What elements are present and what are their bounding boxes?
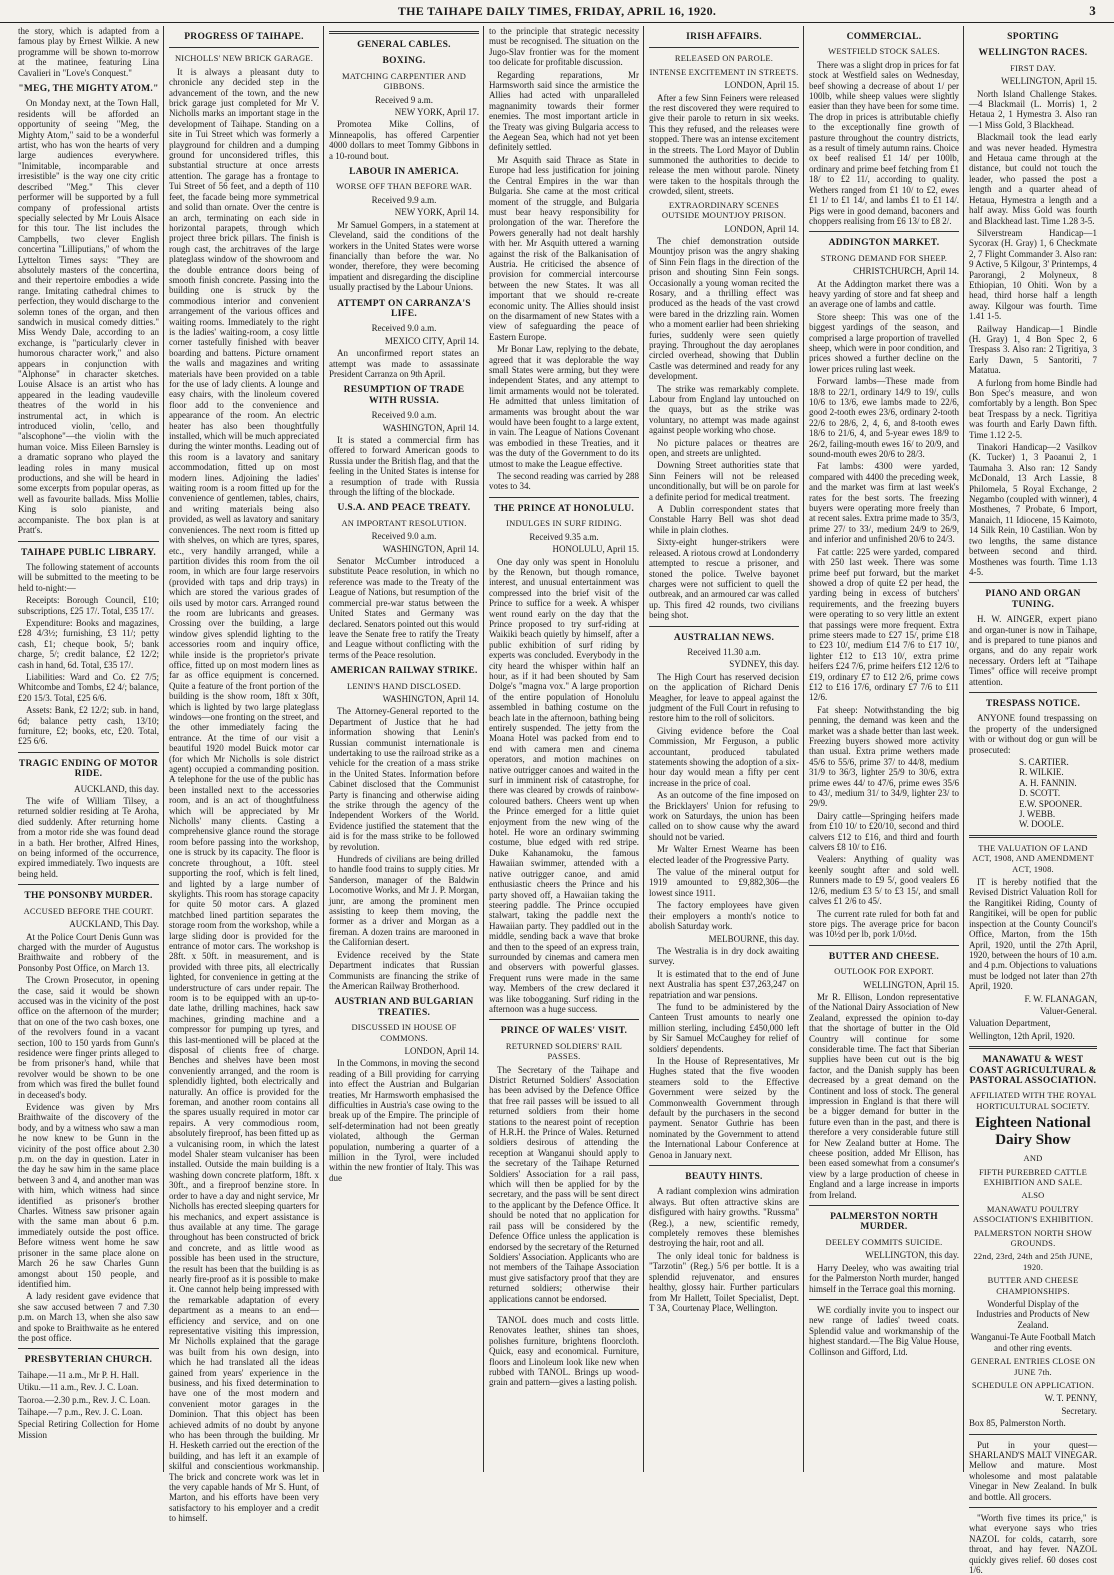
article-text: Fat sheep: Notwithstanding the big penning, the demand was keen and the market was a shade better than last week. Freezing buyers showed more activity than usual. Extra prime wethers made 45/6 to 55/6, prime 37/ to 44/8, medium 31/9 to 36/3, lighter 25/9 to 30/6, extra prime ewes 44/ to 47/6, prime ewes 35/6 to 43/, medium 31/ to 34/9, lighter 23/ to 29/9. bbox=[809, 704, 959, 809]
advertisement-text: Put in your quest—SHARLAND'S MALT VINEGAR. Mellow and mature. Most wholesome and most palatable Vinegar in New Zealand. In bulk and bottle. All grocers. bbox=[969, 1439, 1097, 1502]
divider bbox=[969, 582, 1097, 583]
headline: PIANO AND ORGAN TUNING. bbox=[985, 589, 1081, 610]
article-text: In the House of Representatives, Mr Hughes stated that the five wooden steamers sold to the Effective Government were seized by the Commonwealth Government through default by the purchasers in the second payment. Senator Guthrie has been nominated by the Government to attend the International Labour Conference at Genoa in January next. bbox=[649, 1055, 799, 1160]
signature-title: Valuer-General. bbox=[1039, 1005, 1097, 1016]
article-text: Forward lambs—These made from 18/8 to 22/1, ordinary 14/9 to 19/, culls 10/6 to 13/6, ewe lambs made to 22/6, good 2-tooth ewes 23/6, ordinary 2-tooth 22/6 to 28/6, 2, 4, 6, and 8-tooth ewes 18/6 to 21/6, 4, and 5-year ewes 18/9 to 26/2, failing-mouth ewes 16/ to 20/9, and sound-mouth ewes 20/6 to 28/3. bbox=[809, 376, 959, 460]
headline: TRESPASS NOTICE. bbox=[985, 698, 1081, 709]
subheadline: SCHEDULE ON APPLICATION. bbox=[971, 1379, 1095, 1390]
article-text: Mr Bonar Law, replying to the debate, agreed that it was deplorable the way small States were arming, but they were independent States, and any attempt to limit armaments would not be tolerated. He admitted that unless limitation of armaments was brought about the war would have been fought to a large extent, in vain. The League of Nations Covenant was embodied in these Treaties, and it was the duty of the Government to do its utmost to make the League effective. bbox=[489, 344, 639, 469]
article-text: Blackmail took the lead early and was never headed. Hymestra and Hetaua came through at the distance, but could not touch the leader, who passed the post a length and a quarter ahead of Hetaua, Hymestra a length and a half away. Miss Gold was fourth and Blackhead last. Time 1.28 3-5. bbox=[969, 132, 1097, 226]
headline: LABOUR IN AMERICA. bbox=[349, 167, 459, 178]
divider bbox=[809, 231, 959, 232]
divider bbox=[489, 497, 639, 498]
subheadline: WORSE OFF THAN BEFORE WAR. bbox=[336, 181, 472, 192]
divider bbox=[489, 1019, 639, 1020]
article-text: Assets: Bank, £2 12/2; sub. in hand, 6d; balance petty cash, 13/10; furniture, £2; books, etc, £20. Total, £25 6/6. bbox=[18, 705, 159, 747]
divider bbox=[649, 47, 799, 48]
article-text: Mr Samuel Gompers, in a statement at Cleveland, said the conditions of the workers in the United States were worse financially than before the war. No wonder, therefore, they were becoming impatient and disregarding the discipline usually practised by the Labour Unions. bbox=[329, 219, 479, 293]
article-text: Harry Deeley, who was awaiting trial for the Palmerston North murder, hanged himself in the Terrace goal this morning. bbox=[809, 1262, 959, 1294]
subheadline: BUTTER AND CHEESE CHAMPIONSHIPS. bbox=[987, 1275, 1079, 1296]
column-3 bbox=[329, 26, 479, 1472]
article-text: Evidence was given by Mrs Braithwaite of the discovery of the body, and by a witness who saw a man he now knew to be Gunn in the vicinity of the post office about 2.30 p.m. on the day in question. Later in the day he saw him in the same place between 3 and 4, and another man was with him, which witness had since identified as prisoner's brother Charles. Witness saw prisoner again with the same man about 6 p.m. immediately outside the post office. Before witness went home he saw prisoner in the same place alone on March 26 he saw Charles Gunn amongst about 150 people, and identified him. bbox=[18, 1102, 159, 1289]
article-text: Mr Walter Ernest Wearne has been elected leader of the Progressive Party. bbox=[649, 844, 799, 865]
headline: MANAWATU & WEST COAST AGRICULTURAL & PASTORAL ASSOCIATION. bbox=[969, 1055, 1097, 1086]
subheadline: RETURNED SOLDIERS' RAIL PASSES. bbox=[505, 1040, 623, 1062]
signature: F. W. FLANAGAN, bbox=[1024, 993, 1097, 1004]
headline: THE PRINCE AT HONOLULU. bbox=[493, 503, 635, 514]
advertisement-text: WE cordially invite you to inspect our new range of ladies' tweed coats. Splendid value and workmanship of the highest standard.—The Big Value House, Collinson and Gifford, Ltd. bbox=[809, 1304, 959, 1357]
article-text: An unconfirmed report states an attempt was made to assassinate President Carranza on 9th April. bbox=[329, 348, 479, 379]
article-text: After a few Sinn Feiners were released the rest discovered they were required to give their parole to return in six weeks. This they refused, and the releases were stopped. There was an intense excitement in the streets. The Lord Mayor of Dublin summoned the authorities to decide to release the men without parole. Ninety were taken to the hospitals through the crowded, silent, streets. bbox=[649, 92, 799, 197]
article-text: The Westralia is in dry dock awaiting survey. bbox=[649, 945, 799, 967]
headline: PROGRESS OF TAIHAPE. bbox=[184, 32, 304, 42]
column-6 bbox=[809, 26, 959, 1472]
column-4 bbox=[489, 26, 639, 1472]
article-text: Mr R. Ellison, London representative of the National Dairy Association of New Zealand, expressed the opinion to-day that the shortage of butter in the Old Country will continue for some considerable time. The fact that Siberian supplies have been cut out is the big factor, and the Danish supply has been decreased by a great demand on the Continent and loss of stock. The general impression in England is that there will be a bigger demand for butter in the future even than in the past, and there is therefore a very considerable future still for New Zealand butter at Home. The cheese position, added Mr Ellison, has been eased somewhat from a consumer's view by a large production of cheese in England and a large increase in imports from Ireland. bbox=[809, 991, 959, 1200]
subheadline: ACCUSED BEFORE THE COURT. bbox=[23, 905, 154, 916]
headline: AUSTRALIAN NEWS. bbox=[673, 632, 775, 643]
column-rule bbox=[163, 26, 164, 1472]
divider bbox=[809, 1205, 959, 1206]
subheadline: AN IMPORTANT RESOLUTION. bbox=[341, 517, 467, 528]
column-rule bbox=[963, 26, 964, 1472]
article-text: to the principle that strategic necessity must be recognised. The situation on the Jugo-Slav frontier was for the moment too delicate for profitable discussion. bbox=[489, 26, 639, 68]
article-text: A Dublin correspondent states that Constable Harry Bell was shot dead while in plain clothes. bbox=[649, 504, 799, 535]
page-number: 3 bbox=[1089, 3, 1096, 18]
headline: TAIHAPE PUBLIC LIBRARY. bbox=[20, 547, 157, 558]
divider bbox=[969, 1434, 1097, 1435]
dateline: WASHINGTON, April 14. bbox=[382, 693, 479, 704]
subheadline: ALSO bbox=[1021, 1190, 1045, 1201]
service-line: Special Retiring Collection for Home Mission bbox=[18, 1419, 159, 1440]
subheadline: MANAWATU POULTRY ASSOCIATION'S EXHIBITION. bbox=[972, 1203, 1094, 1225]
article-text: Senator McCumber introduced a substitute Peace resolution, in which no reference was made to the Treaty of the League of Nations, but resumption of the commercial pre-war status between the United States and Germany was declared. Senators pointed out this would leave the Senate free to ratify the Treaty and League without conflicting with the terms of the Peace resolution. bbox=[329, 556, 479, 660]
article-text: Mr Asquith said Thrace as State in Europe had less justification for joining the Central Empires in the war than Bulgaria. She came at the most critical moment of the struggle, and Bulgaria must bear heavy responsibility for prolongation of the war. Therefore the Powers generally had not dealt harshly with her. Mr Asquith uttered a warning against the risk of the Balkanisation of Austria. He criticised the absence of provision for commercial intercourse between the new States. It was all important that we should re-create economic unity. The Allies should insist on the disarmament of new States with a view of safeguarding the peace of Eastern Europe. bbox=[489, 154, 639, 342]
article-text: The Attorney-General reported to the Department of Justice that he had information showing that Lenin's Russian communist internationale is undertaking to use the railroad strike as a vehicle for the creation of a mass strike in the United States. Information before Cabinet disclosed that the Communist Party is financing and otherwise aiding the strike through the agency of the Independent Workers of the World. Evidence justified the statement that the aid is for the mass strike to be followed by revolution. bbox=[329, 706, 479, 852]
list-item: J. WEBB. bbox=[1019, 809, 1056, 820]
subheadline: FIFTH PUREBRED CATTLE EXHIBITION AND SALE. bbox=[978, 1166, 1088, 1187]
list-item: E.W. SPOONER. bbox=[1019, 798, 1083, 809]
headline: WELLINGTON RACES. bbox=[978, 48, 1088, 59]
article-text: The second reading was carried by 288 votes to 34. bbox=[489, 471, 639, 492]
headline: BEAUTY HINTS. bbox=[685, 1172, 763, 1183]
list-item: A. H. FANNIN. bbox=[1019, 777, 1077, 788]
divider bbox=[809, 1299, 959, 1300]
divider bbox=[329, 31, 479, 34]
dateline: WASHINGTON, April 14. bbox=[382, 422, 479, 433]
service-line: Taihape.—11 a.m., Mr P. H. Hall. bbox=[18, 1369, 140, 1380]
headline: IRISH AFFAIRS. bbox=[686, 32, 762, 42]
list-item: D. SCOTT. bbox=[1019, 788, 1061, 799]
article-text: A lady resident gave evidence that she saw accused between 7 and 7.30 p.m. on March 13, when she also saw and spoke to Braithwaite as he entered the post office. bbox=[18, 1291, 159, 1343]
advertisement-text: Wonderful Display of the Industries and Products of New Zealand. bbox=[976, 1299, 1090, 1330]
divider bbox=[969, 1507, 1097, 1508]
article-text: No picture palaces or theatres are open, and streets are unlighted. bbox=[649, 437, 799, 459]
headline: AMERICAN RAILWAY STRIKE. bbox=[330, 666, 478, 677]
subheadline: THE VALUATION OF LAND ACT, 1908, AND AMENDMENT ACT, 1908. bbox=[972, 842, 1094, 874]
divider bbox=[489, 1309, 639, 1310]
headline: GENERAL CABLES. bbox=[357, 40, 451, 50]
divider bbox=[649, 626, 799, 627]
article-text: The Secretary of the Taihape and District Returned Soldiers' Association has been advised by the Defence Office that free rail passes will be issued to all returned soldiers from their home stations to the nearest point of reception of H.R.H. the Prince of Wales. Returned soldiers desirous of attending the reception at Wanganui should apply to the secretary of the Taihape Returned Soldiers' Association for a rail pass, which will then be applied for by the secretary, and the pass will be sent direct to the applicant by the Defence Office. It should be noted that no application for rail pass will be considered by the Defence Office unless the application is endorsed by the secretary of the Returned Soldiers' Association. Applicants who are not members of the Taihape Association must give satisfactory proof that they are returned soldiers; otherwise their applications cannot be endorsed. bbox=[489, 1064, 639, 1304]
received-line: Received 9.35 a.m. bbox=[529, 531, 599, 542]
dateline: LONDON, April 15. bbox=[724, 80, 799, 91]
subheadline: DISCUSSED IN HOUSE OF COMMONS. bbox=[351, 1022, 457, 1043]
subheadline: 22nd, 23rd, 24th and 25th JUNE, 1920. bbox=[973, 1251, 1093, 1272]
dateline: MEXICO CITY, April 14. bbox=[384, 335, 479, 346]
subheadline: DEELEY COMMITS SUICIDE. bbox=[825, 1236, 943, 1247]
article-text: The value of the mineral output for 1919 amounted to £9,882,306—the lowest since 1911. bbox=[649, 867, 799, 898]
received-line: Received 9.9 a.m. bbox=[371, 194, 437, 205]
article-text: At the Addington market there was a heavy yarding of store and fat sheep and an average one of lambs and cattle. bbox=[809, 278, 959, 310]
dateline: SYDNEY, this day. bbox=[729, 659, 799, 670]
headline: AUSTRIAN AND BULGARIAN TREATIES. bbox=[334, 997, 474, 1018]
divider bbox=[18, 884, 159, 885]
article-text: The wife of William Tilsey, a returned soldier residing at Te Aroha, died suddenly. After returning home from a motor ride she was found dead in a bath. Her brother, Alfred Hines, on being informed of the occurrence, expired immediately. Two inquests are being held. bbox=[18, 796, 159, 879]
article-text: Downing Street authorities state that Sinn Feiners will not be released unconditionally, but will be on parole for a definite period for medical treatment. bbox=[649, 460, 799, 502]
dateline: LONDON, April 14. bbox=[724, 223, 799, 234]
article-text: Tinakori Handicap—2 Vasilkov (K. Tucker) 1, 3 Paoanui 2, 1 Taumaha 3. Also ran: 12 Sandy McDonald, 13 Arch Lassie, 8 Philomela, 5 Royal Exchange, 2 Negambo (coupled with winner), 4 Mosthenes, 7 Probate, 6 Import, Manaich, 11 Idiocene, 15 Kaimoto, 14 Silk Rein, 10 Castilian. Won by two lengths, the same distance between second and third. Mosthenes was fourth. Time 1.13 4-5. bbox=[969, 442, 1097, 577]
dateline: NEW YORK, April 17. bbox=[394, 107, 479, 118]
dateline: WELLINGTON, this day. bbox=[865, 1250, 959, 1261]
article-text: The High Court has reserved decision on the application of Richard Denis Meagher, for leave to appeal against the judgment of the Full Court in refusing to restore him to the roll of solicitors. bbox=[649, 671, 799, 724]
trespass-names bbox=[1019, 757, 1097, 830]
advertisement-text: "Worth five times its price," is what everyone says who tries NAZOL for colds, catarrh, sore throat, and hay fever. NAZOL quickly gives relief. 60 doses cost 1/6. bbox=[969, 1512, 1097, 1575]
column-5 bbox=[649, 26, 799, 1472]
headline: PRESBYTERIAN CHURCH. bbox=[24, 1355, 153, 1366]
article-text: The chief demonstration outside Mountjoy prison was the angry shaking of Sinn Fein flags in the direction of the prison and shouting Sinn Fein songs. Occasionally a young woman recited the Rosary, and a thrilling effect was produced as the heads of the vast crowd were bared in the drizzling rain. Women who a moment earlier had been shrieking furies, suddenly were seen quietly praying. Throughout the day aeroplanes circled overhead, showing that Dublin Castle was determined and ready for any development. bbox=[649, 235, 799, 382]
article-text: As an outcome of the fine imposed on the Bricklayers' Union for refusing to work on Saturdays, the union has been called on to show cause why the award should not be varied. bbox=[649, 790, 799, 842]
column-2 bbox=[169, 26, 319, 1524]
article-text: On Monday next, at the Town Hall, residents will be afforded an opportunity of seeing "Meg, the Mighty Atom," said to be a wonderful artist, who has won the hearts of very large audiences everywhere. "Inimitable, incomparable and irresistible" is the way one city critic described "Meg." This clever performer will be supported by a full company of professional artists specially selected by Mr Louis Alsace for this tour. The list includes the Campbells, two clever English concertina "Lilliputians," of whom the Lyttelton Times says: "They are absolutely masters of the concertina, and their repertoire embodies a wide range. Imitating cathedral chimes to perfection, they would discharge to the solemn tones of the organ, and then sandwich in musical comedy ditties." Miss Wendy Dale, according to an exchange, is "particularly clever in humorous character work," and also appears in conjunction with "Alphonse" in character sketches. Louise Alsace is an artist who has appeared in the leading vaudeville theatres of the world in his instrumental act, in which is introduced violin, 'cello, and "alscophone"—the violin with the human voice. Miss Eileen Barnsley is a dramatic soprano who played the leading roles in many musical productions, and she will be heard in some excerpts from popular operas, as well as favourite ballads. Miss Mollie King is solo pianiste, and accompaniste. The box plan is at Pratt's. bbox=[18, 98, 159, 536]
dateline: WELLINGTON, April 15. bbox=[863, 979, 959, 990]
article-text: One day only was spent in Honolulu by the Renown, but though romance, interest, and unusual entertainment was compressed into the brief visit of the Prince to suffice for a week. A whisper went round early on the day that the Prince proposed to try surf-riding at Waikiki beach quietly by himself, after a public exhibition of surf riding by experts was concluded. Everybody in the city heard the whisper within half an hour, as if it had been shouted by Sam Dolge's "magna vox." A large proportion of the entire population of Honolulu assembled in bathing costume on the beach late in the afternoon, bathing being entirely suspended. The jetty from the Moana Hotel was packed from end to end with camera men and cinema operators, and motion machines on native outrigger canoes and waited in the surf in imminent risk of catastrophe, for there was cleared by crowds of rainbow-coloured bathers. Cheers went up when the Prince emerged for a little quiet enjoyment from the new wing of the hotel. He wore an ordinary swimming costume, blue edged with red stripe. Duke Kahanamoku, the famous Hawaiian swimmer, attended with a native outrigger canoe, and amid enthusiastic cheers the Prince and his party shoved off, a Hawaiian taking the steering paddle. The Prince occupied stalwart, taking the paddle next the Hawaiian party. They paddled out in the middle, sending back a wave that broke and then to the speed of an express train, surrounded by cinemas and camera men and observers with powerful glasses. Frequent runs were made in the same way. Members of the crew declared it was like tobogganing. Surf riding in the afternoon was a huge success. bbox=[489, 556, 639, 1014]
article-text: Vealers: Anything of quality was keenly sought after and sold well. Runners made to £9 5/, good vealers £6 12/6, medium £3 5/ to £3 15/, and small calves £1 2/6 to 45/. bbox=[809, 854, 959, 907]
article-text: the story, which is adapted from a famous play by Ernest Wilkie. A new programme will be shown to-morrow at the matinee, featuring Lina Cavalieri in "Love's Conquest." bbox=[18, 26, 159, 78]
address-line: Valuation Department, bbox=[969, 1018, 1051, 1029]
column-rule bbox=[483, 26, 484, 1472]
list-item: S. CARTIER. bbox=[1019, 757, 1069, 767]
subheadline: OUTLOOK FOR EXPORT. bbox=[834, 966, 934, 977]
divider bbox=[18, 541, 159, 542]
article-text: Promotea Mike Collins, of Minneapolis, has offered Carpentier 4000 dollars to meet Tommy Gibbons in a 10-round bout. bbox=[329, 119, 479, 161]
article-text: It is always a pleasant duty to chronicle any decided step in the advancement of the town, and the new brick garage just completed for Mr V. Nicholls marks an important stage in the development of Taihape. Standing on a site in Tui Street which was formerly a playground for children and a dumping ground for unconsidered trifles, this substantial structure at once arrests attention. The garage has a frontage to Tui Street of 56 feet, and a depth of 110 feet, the facade being more symmetrical and solid than ornate. Over the centre is an arch, terminating on each side in horizontal parapets, through which project three brick pillars. The finish is rough cast, the architraves of the large plateglass window of the showroom and the double entrance doors being of smooth finish concrete. Passing into the building one is struck by the commodious interior and convenient arrangement of the various offices and waiting rooms. Immediately to the right is the ladies' waiting-room, a cosy little corner tastefully finished with beaver boarding and battens. Picture ornament the walls and magazines and writing materials have been provided on a table for the use of lady clients. A lounge and easy chairs, with the linoleum covered floor add to the convenience and appearance of the room. An electric heater has also been thoughtfully installed, which will be much appreciated during the winter months. Leading out of this room is a lavatory and sanitary accommodation, fitted up on most modern lines. Adjoining the ladies' waiting room is a room fitted up for the convenience of gentlemen, tables, chairs, and writing materials being also provided, as well as lavatory and sanitary conveniences. The next room is fitted up with shelves, on which are tyres, spares, etc., very handily arranged, while a partition divides this room from the oil room, in which are four large reservoirs (provided with taps and drip trays) in which are stored the various grades of oils used by motor cars. Arranged round the room are lubricants and greases. Crossing over the building, a large window gives splendid lighting to the accessories room and inquiry office, while inside is the proprietor's private office, fitted up on most modern lines as far as office equipment is concerned. Quite a feature of the front portion of the building is the show room, 18ft x 30ft, which is lighted by two large plateglass windows—one fronting on the street, and the other immediately facing the entrance. At the time of our visit a beautiful 1920 model Buick motor car (for which Mr Nicholls is sole district agent) occupied a commanding position. A telephone for the use of the public has been installed next to the accessories room, and is an act of thoughtfulness which will be appreciated by Mr Nicholls' many clients. Casting a comprehensive glance round the storage room before passing into the workshop, one is struck by its capacity. The floor is concrete throughout, a 10ft. steel supporting the roof, which is felt lined, and lighted by a large number of skylights. This room has storage capacity for quite 50 motor cars. A glazed matchbed lined partition separates the storage room from the workshop, while a large sliding door is provided for the entrance of motor cars. The workshop is 28ft. x 50ft. in measurement, and is provided with three pits, all electrically lighted, for convenience in getting at the understructure of cars under repair. The room is to be equipped with an up-to-date lathe, drilling machines, hack saw machines, grinding machine and a compressor for pumping up tyres, and this last-mentioned will be placed at the disposal of clients free of charge. Benches and shelves have been most conveniently arranged, and the room is splendidly lighted, both electrically and naturally. An office is provided for the foreman, and another room contains all the spares usually required in motor car repairs. A very commodious room, absolutely fireproof, has been fitted up as a vulcanising room, in which the latest model Shaler steam vulcaniser has been installed. Outside the main building is a washing down concrete platform, 18ft. x 30ft., and a fireproof benzine store. In order to have a day and night service, Mr Nicholls has erected sleeping quarters for his mechanics, and expert assistance is thus available at any time. The garage throughout has been constructed of brick and concrete, and as little wood as possible has been used in the structure, the result has been that the building is as nearly fire-proof as it is possible to make it. One cannot help being impressed with the remarkable adaptation of every department as a means to an end—efficiency and service, and on one representative visiting this impression, Mr Nicholls explained that the garage was built from his own design, into which he had translated all the ideas gained from years' experience in the business, and his fixed determination to have one of the most modern and convenient motor garages in the Dominion. That this object has been achieved admits of no doubt by anyone who has been through the building. Mr H. Hesketh carried out the erection of the building, and has left it an example of skilful and conscientious workmanship. The brick and concrete work was let in the very capable hands of Mr S. Hunt, of Marton, and his efforts have been very satisfactory to his employer and a credit to himself. bbox=[169, 66, 319, 1524]
advertisement-text: ANYONE found trespassing on the property of the undersigned with or without dog or gun will be prosecuted: bbox=[969, 713, 1097, 755]
article-text: Railway Handicap—1 Bindle (H. Gray) 1, 4 Bon Spec 2, 6 Trespass 3. Also ran: 2 Tigritiya, 3 Early Dawn, 5 Santoriti, 7 Matatua. bbox=[969, 323, 1097, 376]
article-text: The fund to be administered by the Canteen Trust amounts to nearly one million sterling, including £450,000 left by Sir Samuel McCaughey for relief of soldiers' dependents. bbox=[649, 1001, 799, 1054]
article-text: A radiant complexion wins admiration always. But often attractive skins are disfigured with hairy growths. "Russma" (Reg.), a new, scientific remedy, completely removes these blemishes destroying the hair, root and all. bbox=[649, 1186, 799, 1249]
article-text: Fat cattle: 225 were yarded, compared with 250 last week. There was some prime beef put forward, but the market showed a drop of quite £2 per head, the yarding being in excess of butchers' requirements, and the freezing buyers were operating to so very little an extent that passings were more frequent. Extra prime steers made to £27 15/, prime £18 to £23 10/, medium £14 7/6 to £17 10/, lighter £12 to £13 10/, extra prime heifers £24 7/6, prime heifers £12 12/6 to £19, ordinary £7 to £12 2/6, prime cows £12 to £16 17/6, ordinary £7 7/6 to £11 12/6. bbox=[809, 546, 959, 703]
address-line: Wellington, 12th April, 1920. bbox=[969, 1030, 1075, 1041]
column-rule bbox=[803, 26, 804, 1472]
headline: THE PONSONBY MURDER. bbox=[24, 891, 153, 902]
article-text: The only ideal tonic for baldness is "Tarzotin" (Reg.) 5/6 per bottle. It is a splendid rejuvenator, and ensures healthy, glossy hair. Further particulars from Mr Hallett, Toilet Specialist, Dept. T 3A, Courtenay Place, Wellington. bbox=[649, 1250, 799, 1313]
service-line: Taihape.—7 p.m., Rev. J. C. Loan. bbox=[18, 1406, 143, 1417]
divider bbox=[18, 1348, 159, 1349]
divider bbox=[969, 692, 1097, 693]
address-line: Box 85, Palmerston North. bbox=[969, 1418, 1066, 1429]
headline: PALMERSTON NORTH MURDER. bbox=[830, 1212, 938, 1233]
article-text: It is stated a commercial firm has offered to forward American goods to Russia under the British flag, and that the feeling in the United States is intense for a resumption of trade with Russia through the lifting of the blockade. bbox=[329, 435, 479, 498]
signature-title: Secretary. bbox=[1061, 1405, 1097, 1416]
subheadline: WESTFIELD STOCK SALES. bbox=[828, 46, 940, 57]
article-text: Dairy cattle—Springing heifers made from £10 10/ to £20/10, second and third calvers £12 to £16, and third and fourth calvers £8 10/ to £16. bbox=[809, 810, 959, 853]
divider bbox=[969, 835, 1097, 838]
dateline: HONOLULU, April 15. bbox=[552, 544, 639, 555]
show-banner: Eighteen National Dairy Show bbox=[975, 1115, 1091, 1149]
subheadline: INTENSE EXCITEMENT IN STREETS. bbox=[649, 66, 799, 77]
headline: TRAGIC ENDING OF MOTOR RIDE. bbox=[18, 758, 159, 780]
article-text: Evidence received by the State Department indicates that Russian Communists are financing the strike of the American Railway Brotherhood. bbox=[329, 949, 479, 991]
subheadline: MATCHING CARPENTIER AND GIBBONS. bbox=[341, 70, 467, 92]
list-item: R. WILKIE. bbox=[1019, 767, 1064, 778]
advertisement-text: Wanganui-Te Aute Football Match and other ring events. bbox=[970, 1332, 1096, 1353]
headline: BUTTER AND CHEESE. bbox=[828, 951, 940, 962]
column-1 bbox=[18, 26, 159, 1472]
article-text: Fat lambs: 4300 were yarded, compared with 4400 the preceding week, and the market was firm at last week's rates for the best sorts. The freezing buyers were operating more freely than at recent sales. Extra prime made to 35/3, prime 27/ to 33/, medium 24/9 to 26/9, and inferior and unfinished 20/6 to 24/3. bbox=[809, 461, 959, 545]
article-text: A furlong from home Bindle had Bon Spec's measure, and won comfortably by a length. Bon Spec beat Trespass by a neck. Tigritiya was fourth and Early Dawn fifth. Time 1.12 2-5. bbox=[969, 377, 1097, 440]
article-text: Regarding reparations, Mr Harmsworth said since the armistice the Allies had acted with unparalleled magnanimity towards their former enemies. The most important article in the Treaty was giving Bulgaria access to the Aegean Sea, which had not yet been definitely settled. bbox=[489, 69, 639, 153]
article-text: The following statement of accounts will be submitted to the meeting to be held to-night:— bbox=[18, 561, 159, 593]
article-text: The factory employees have given their employers a month's notice to abolish Saturday work. bbox=[649, 900, 799, 932]
signature: W. T. PENNY, bbox=[1044, 1393, 1097, 1404]
article-text: The current rate ruled for both fat and store pigs. The average price for bacon was 10½d per lb, pork 1/0½d. bbox=[809, 908, 959, 940]
article-text: The strike was remarkably complete. Labour from England lay untouched on the quays, but as the strike was voluntary, no attempt was made against against people working who chose. bbox=[649, 383, 799, 436]
received-line: Received 9 a.m. bbox=[375, 94, 433, 105]
divider bbox=[809, 945, 959, 946]
subheadline: EXTRAORDINARY SCENES OUTSIDE MOUNTJOY PRISON. bbox=[661, 199, 787, 221]
masthead-title: THE TAIHAPE DAILY TIMES, FRIDAY, APRIL 16, 1920. bbox=[397, 4, 717, 18]
received-line: Received 9.0 a.m. bbox=[371, 323, 437, 334]
article-text: Expenditure: Books and magazines, £28 4/3½; furnishing, £3 11/; petty cash, £1; cheque book, 5/; bank charge, 5/; credit balance, £2 12/2; cash in hand, 6d. Total, £35 17/. bbox=[18, 617, 159, 670]
article-text: The Crown Prosecutor, in opening the case, said it would be shown accused was in the vicinity of the post office on the afternoon of the murder; that on one of the two cash boxes, one of the revolvers found in a vacant section, 100 to 150 yards from Gunn's residence were finger prints alleged to be from prisoner's hand, while that revolver would be shown to be one from which was fired the bullet found in deceased's body. bbox=[18, 975, 159, 1100]
subheadline: FIRST DAY. bbox=[1010, 62, 1056, 73]
list-item: W. DOOLE. bbox=[1019, 819, 1064, 830]
subheadline: STRONG DEMAND FOR SHEEP. bbox=[820, 252, 948, 263]
article-text: In the Commons, in moving the second reading of a Bill providing for carrying into effect the Austrian and Bulgarian treaties, Mr Harmsworth emphasised the difficulties in Austria's case owing to the break up of the Empire. The principle of self-determination had not been greatly violated, although the German population, numbering a quarter of a million in the Tyrol, were included within the new frontier of Italy. This was due bbox=[329, 1058, 479, 1183]
subheadline: INDULGES IN SURF RIDING. bbox=[506, 518, 622, 529]
article-text: Liabilities: Ward and Co. £2 7/5; Whitcombe and Tombs, £2 4/; balance, £20 15/3. Total, £25 6/6. bbox=[18, 671, 159, 703]
article-text: Receipts: Borough Council, £10; subscriptions, £25 17/. Total, £35 17/. bbox=[18, 595, 159, 616]
subheadline: AFFILIATED WITH THE ROYAL HORTICULTURAL SOCIETY. bbox=[969, 1090, 1097, 1111]
service-line: Taoroa.—2.30 p.m., Rev. J. C. Loan. bbox=[18, 1394, 151, 1405]
column-rule bbox=[643, 26, 644, 1472]
subheadline: RELEASED ON PAROLE. bbox=[674, 53, 774, 64]
headline: BOXING. bbox=[382, 56, 426, 67]
headline: SPORTING bbox=[1007, 32, 1059, 42]
dateline: AUCKLAND, this day. bbox=[74, 783, 159, 794]
headline: RESUMPTION OF TRADE WITH RUSSIA. bbox=[343, 385, 465, 406]
article-text: There was a slight drop in prices for fat stock at Westfield sales on Wednesday, beef showing a decrease of about 1/ per 100lb, while sheep values were slightly easier than they have been for some time. The drop in prices is attributable chiefly to the exceptionally fine growth of pasture throughout the country districts, as a result of timely autumn rains. Choice ox beef realised £1 14/ per 100lb, ordinary and prime beef fetching from £1 18/ to £2 11/, according to quality. Wethers ranged from £1 10/ to £2, ewes £1 1/ to £1 14/, and lambs £1 to £1 14/. Pigs were in good demand, baconers and choppers realising from £6 13/ to £8 2/. bbox=[809, 59, 959, 226]
advertisement-text: TANOL does much and costs little. Renovates leather, shines tan shoes, polishes furniture, brightens floorcloth. Quick, easy and economical. Furniture, floors and Linoleum look like new when rubbed with TANOL. Brings up wood-grain and pattern—gives a lasting polish. bbox=[489, 1314, 639, 1388]
divider bbox=[18, 752, 159, 753]
received-line: Received 11.30 a.m. bbox=[687, 646, 761, 657]
dateline: WELLINGTON, April 15. bbox=[1001, 76, 1097, 87]
dateline: NEW YORK, April 14. bbox=[394, 207, 479, 218]
subheadline: NICHOLLS' NEW BRICK GARAGE. bbox=[174, 53, 314, 64]
dateline: CHRISTCHURCH, April 14. bbox=[852, 266, 959, 277]
advertisement-text: IT is hereby notified that the Revised District Valuation Roll for the Rangitikei Riding, County of Rangitikei, will be open for public inspection at the County Council's Office, Marton, from the 15th April, 1920, until the 27th April, 1920, between the hours of 10 a.m. and 4 p.m. Objections to valuations must be lodged not later than 27th April, 1920. bbox=[969, 877, 1097, 992]
article-text: Sixty-eight hunger-strikers were released. A riotous crowd at Londonderry attempted to rescue a prisoner, and stoned the police. Twelve bayonet charges were not sufficient to quell the outbreak, and an armoured car was called up. This fired 42 rounds, two civilians being shot. bbox=[649, 537, 799, 621]
dateline: AUCKLAND, This Day. bbox=[69, 919, 159, 930]
article-text: North Island Challenge Stakes.—4 Blackmail (L. Morris) 1, 2 Hetaua 2, 1 Hymestra 3. Also ran—1 Miss Gold, 3 Blackhead. bbox=[969, 88, 1097, 130]
divider bbox=[649, 1165, 799, 1166]
received-line: Received 9.0 a.m. bbox=[371, 410, 437, 421]
article-text: Store sheep: This was one of the biggest yardings of the season, and comprised a large proportion of travelled sheep, which were in poor condition, and prices showed a further decline on the lower prices ruling last week. bbox=[809, 311, 959, 374]
divider bbox=[969, 1046, 1097, 1049]
headline: COMMERCIAL. bbox=[846, 32, 922, 42]
dateline: MELBOURNE, this day. bbox=[708, 933, 799, 944]
headline: ATTEMPT ON CARRANZA'S LIFE. bbox=[337, 298, 471, 319]
headline: "MEG, THE MIGHTY ATOM." bbox=[18, 84, 159, 95]
dateline: WASHINGTON, April 14. bbox=[382, 543, 479, 554]
article-text: It is estimated that to the end of June next Australia has spent £37,263,247 on repatriation and war pensions. bbox=[649, 968, 799, 1000]
article-text: Hundreds of civilians are being drilled to handle food trains to supply cities. Mr Sanderson, manager of the Baldwin Locomotive Works, and Mr J. P. Morgan, junr, are among the prominent men assisting to keep them moving, the former as a driver and Morgan as a fireman. A dozen trains are marooned in the Californian desert. bbox=[329, 854, 479, 948]
subheadline: GENERAL ENTRIES CLOSE ON JUNE 7th. bbox=[970, 1356, 1096, 1377]
article-text: Silverstream Handicap—1 Sycorax (H. Gray) 1, 6 Checkmate 2, 7 Flight Commander 3. Also ran: 9 Active, 5 Kilgour, 3' Printemps, 4 Parorangi, 2 Molyneux, 8 Ethiopian, 10 Ohiti. Won by a head, third horse half a length away. Kilgour was fourth. Time 1.41 1-5. bbox=[969, 227, 1097, 322]
service-line: Utiku.—11 a.m., Rev. J. C. Loan. bbox=[18, 1382, 139, 1393]
headline: PRINCE OF WALES' VISIT. bbox=[500, 1026, 628, 1037]
masthead bbox=[0, 0, 1114, 23]
article-text: Giving evidence before the Coal Commission, Mr Ferguson, a public accountant, produced tabulated statements showing the adoption of a six-hour day would mean a fifty per cent increase in the price of coal. bbox=[649, 725, 799, 788]
headline: ADDINGTON MARKET. bbox=[828, 238, 940, 249]
subheadline: AND bbox=[1023, 1153, 1043, 1164]
column-7 bbox=[969, 26, 1097, 1575]
subheadline: PALMERSTON NORTH SHOW GROUNDS. bbox=[974, 1227, 1092, 1249]
dateline: LONDON, April 14. bbox=[404, 1045, 479, 1056]
divider bbox=[169, 47, 319, 48]
subheadline: LENIN'S HAND DISCLOSED. bbox=[346, 680, 462, 691]
advertisement-text: H. W. AINGER, expert piano and organ-tuner is now in Taihape, and is prepared to tune pianos and organs, and do any repair work necessary. Orders left at "Taihape Times" office will receive prompt attention. bbox=[969, 614, 1097, 687]
headline: U.S.A. AND PEACE TREATY. bbox=[337, 503, 471, 514]
received-line: Received 9.0 a.m. bbox=[371, 531, 437, 542]
article-text: At the Police Court Denis Gunn was charged with the murder of Augustus Braithwaite and robbery of the Ponsonby Post Office, on March 13. bbox=[18, 931, 159, 973]
column-rule bbox=[323, 26, 324, 1472]
